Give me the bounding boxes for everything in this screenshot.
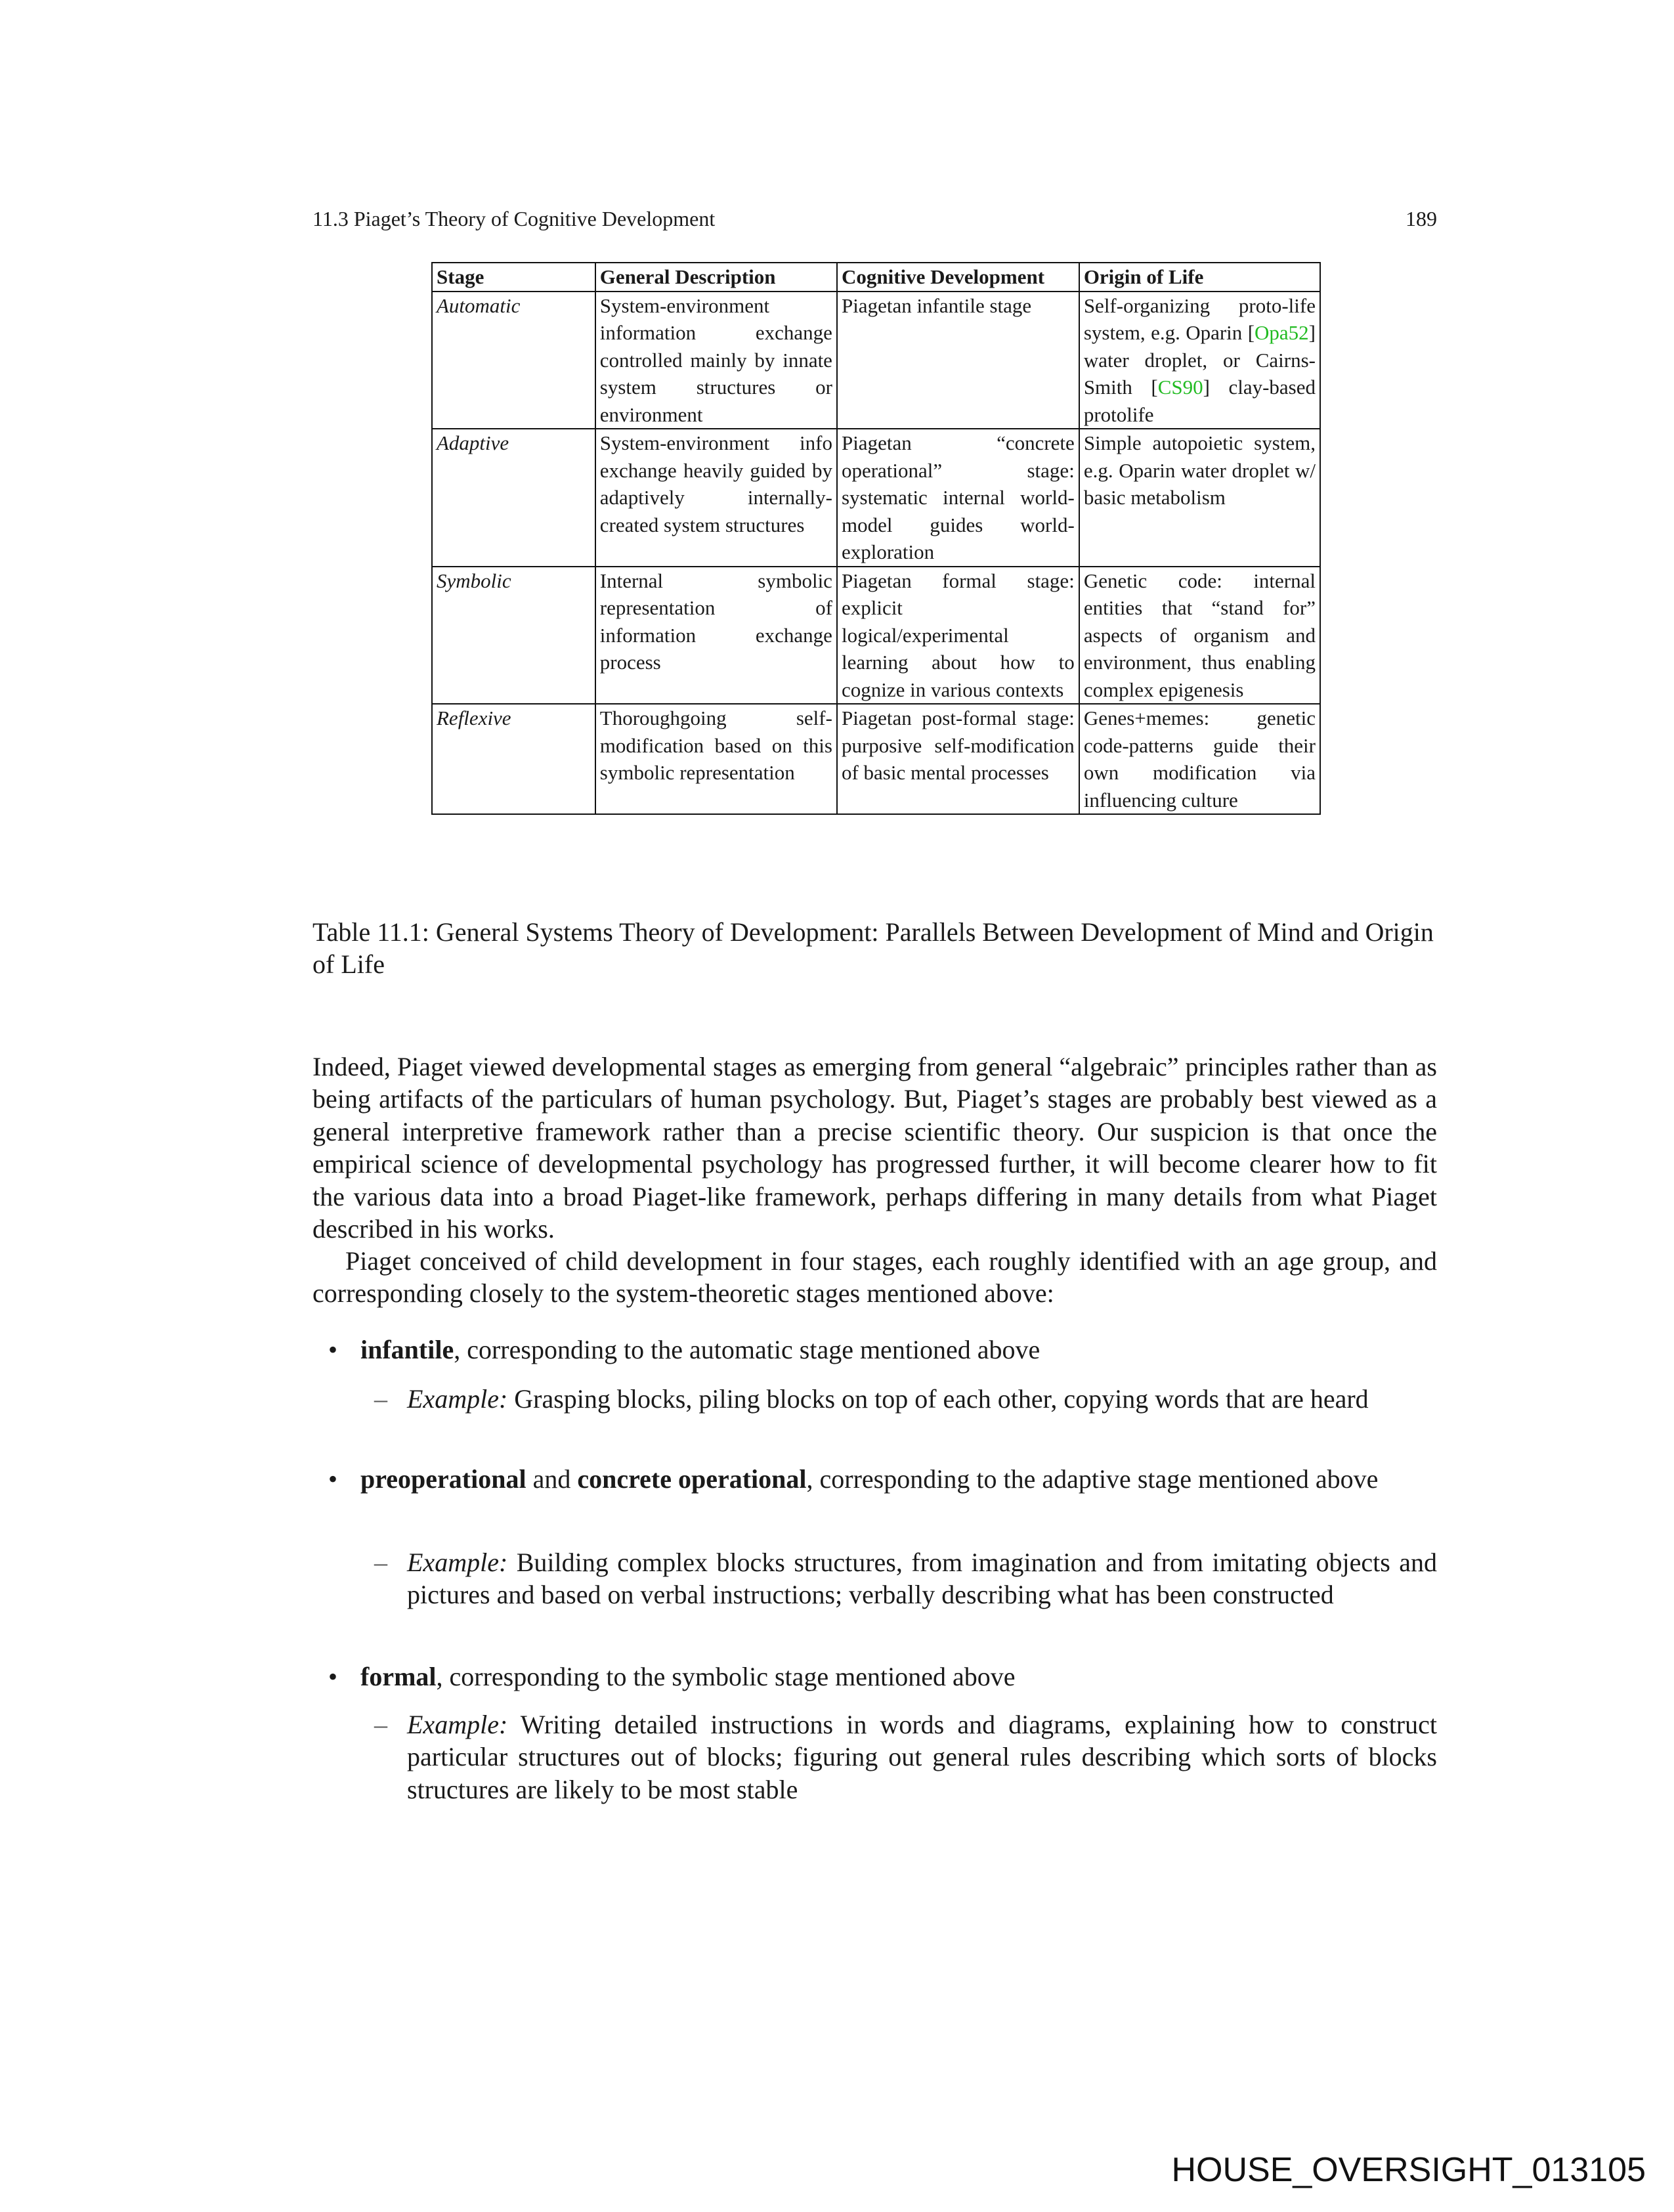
sub-list-item <box>374 1546 1437 1611</box>
table-header-row <box>432 263 1320 292</box>
running-header <box>312 207 1437 231</box>
general-cell: Internal symbolic representation of information exchange process <box>595 567 837 705</box>
cognitive-cell: Piagetan formal stage: explicit logical/experimental learning about how to cognize in various contexts <box>837 567 1079 705</box>
example-label: Example: <box>407 1548 508 1577</box>
paragraph: Indeed, Piaget viewed developmental stages as emerging from general “algebraic” principles rather than as being artifacts of the particulars of human psychology. But, Piaget’s stages are probably best viewed as a general interpretive framework rather than a precise scientific theory. Our suspicion is that once the empirical science of developmental psychology has progressed further, it will become clearer how to fit the various data into a broad Piaget-like framework, perhaps differing in many details from what Piaget described in his works. <box>312 1052 1437 1244</box>
table-row <box>432 567 1320 705</box>
dash-icon: – <box>374 1548 387 1577</box>
column-header: Cognitive Development <box>837 263 1079 292</box>
origin-text: ] clay-based protolife <box>1083 376 1316 426</box>
origin-cell <box>1079 292 1320 429</box>
citation-link[interactable]: Opa52 <box>1255 321 1309 344</box>
example-label: Example: <box>407 1384 508 1414</box>
table-row <box>432 429 1320 567</box>
item-text: and <box>526 1464 578 1494</box>
table-caption: Table 11.1: General Systems Theory of Development: Parallels Between Development of Mind and Origin of Life <box>312 917 1434 980</box>
cognitive-cell: Piagetan post-formal stage: purposive self-modification of basic mental processes <box>837 704 1079 814</box>
cognitive-cell: Piagetan “concrete operational” stage: systematic internal world-model guides world-exploration <box>837 429 1079 567</box>
item-text: , corresponding to the adaptive stage mentioned above <box>806 1464 1379 1494</box>
term: formal <box>360 1662 437 1691</box>
term: preoperational <box>360 1464 526 1494</box>
stage-cell: Automatic <box>432 292 595 429</box>
dash-icon: – <box>374 1384 387 1414</box>
origin-cell: Genes+memes: genetic code-patterns guide their own modification via influencing culture <box>1079 704 1320 814</box>
page-number: 189 <box>1406 207 1437 230</box>
list-item <box>328 1463 1437 1495</box>
example-text: Grasping blocks, piling blocks on top of each other, copying words that are heard <box>507 1384 1369 1414</box>
sub-list-item <box>374 1708 1437 1806</box>
list-item <box>328 1660 1437 1693</box>
cognitive-cell: Piagetan infantile stage <box>837 292 1079 429</box>
example-text: Writing detailed instructions in words and diagrams, explaining how to construct particular structures out of blocks; figuring out general rules describing which sorts of blocks structures are likely to be most stable <box>407 1710 1437 1804</box>
origin-cell: Simple autopoietic system, e.g. Oparin water droplet w/ basic metabolism <box>1079 429 1320 567</box>
dash-icon: – <box>374 1710 387 1739</box>
item-text: , corresponding to the automatic stage mentioned above <box>454 1335 1041 1364</box>
paragraph: Piaget conceived of child development in four stages, each roughly identified with an age group, and corresponding closely to the system-theoretic stages mentioned above: <box>312 1246 1437 1309</box>
column-header: Origin of Life <box>1079 263 1320 292</box>
document-id-footer: HOUSE_OVERSIGHT_013105 <box>1171 2151 1646 2189</box>
development-table <box>431 262 1321 815</box>
stage-cell: Adaptive <box>432 429 595 567</box>
table-row <box>432 704 1320 814</box>
general-cell: System-environment info exchange heavily guided by adaptively internally-created system structures <box>595 429 837 567</box>
stage-cell: Symbolic <box>432 567 595 705</box>
stage-cell: Reflexive <box>432 704 595 814</box>
column-header: General Description <box>595 263 837 292</box>
example-text: Building complex blocks structures, from imagination and from imitating objects and pictures and based on verbal instructions; verbally describing what has been constructed <box>407 1548 1437 1610</box>
sub-list-item <box>374 1383 1437 1415</box>
item-text: , corresponding to the symbolic stage mentioned above <box>436 1662 1016 1691</box>
list-item <box>328 1334 1437 1366</box>
example-label: Example: <box>407 1710 508 1739</box>
bullet-icon: • <box>328 1335 338 1364</box>
term: concrete operational <box>577 1464 807 1494</box>
general-cell: Thoroughgoing self-modification based on this symbolic representation <box>595 704 837 814</box>
table-row <box>432 292 1320 429</box>
origin-text: Self-organizing proto-life system, e.g. Oparin [ <box>1083 293 1316 344</box>
term: infantile <box>360 1335 454 1364</box>
section-title: 11.3 Piaget’s Theory of Cognitive Development <box>312 207 716 230</box>
origin-cell: Genetic code: internal entities that “stand for” aspects of organism and environment, thus enabling complex epigenesis <box>1079 567 1320 705</box>
citation-link[interactable]: CS90 <box>1157 376 1203 399</box>
column-header: Stage <box>432 263 595 292</box>
general-cell: System-environment information exchange controlled mainly by innate system structures or environment <box>595 292 837 429</box>
bullet-icon: • <box>328 1662 338 1691</box>
bullet-icon: • <box>328 1464 338 1494</box>
origin-text: ] water droplet, or Cairns-Smith [ <box>1083 321 1316 399</box>
